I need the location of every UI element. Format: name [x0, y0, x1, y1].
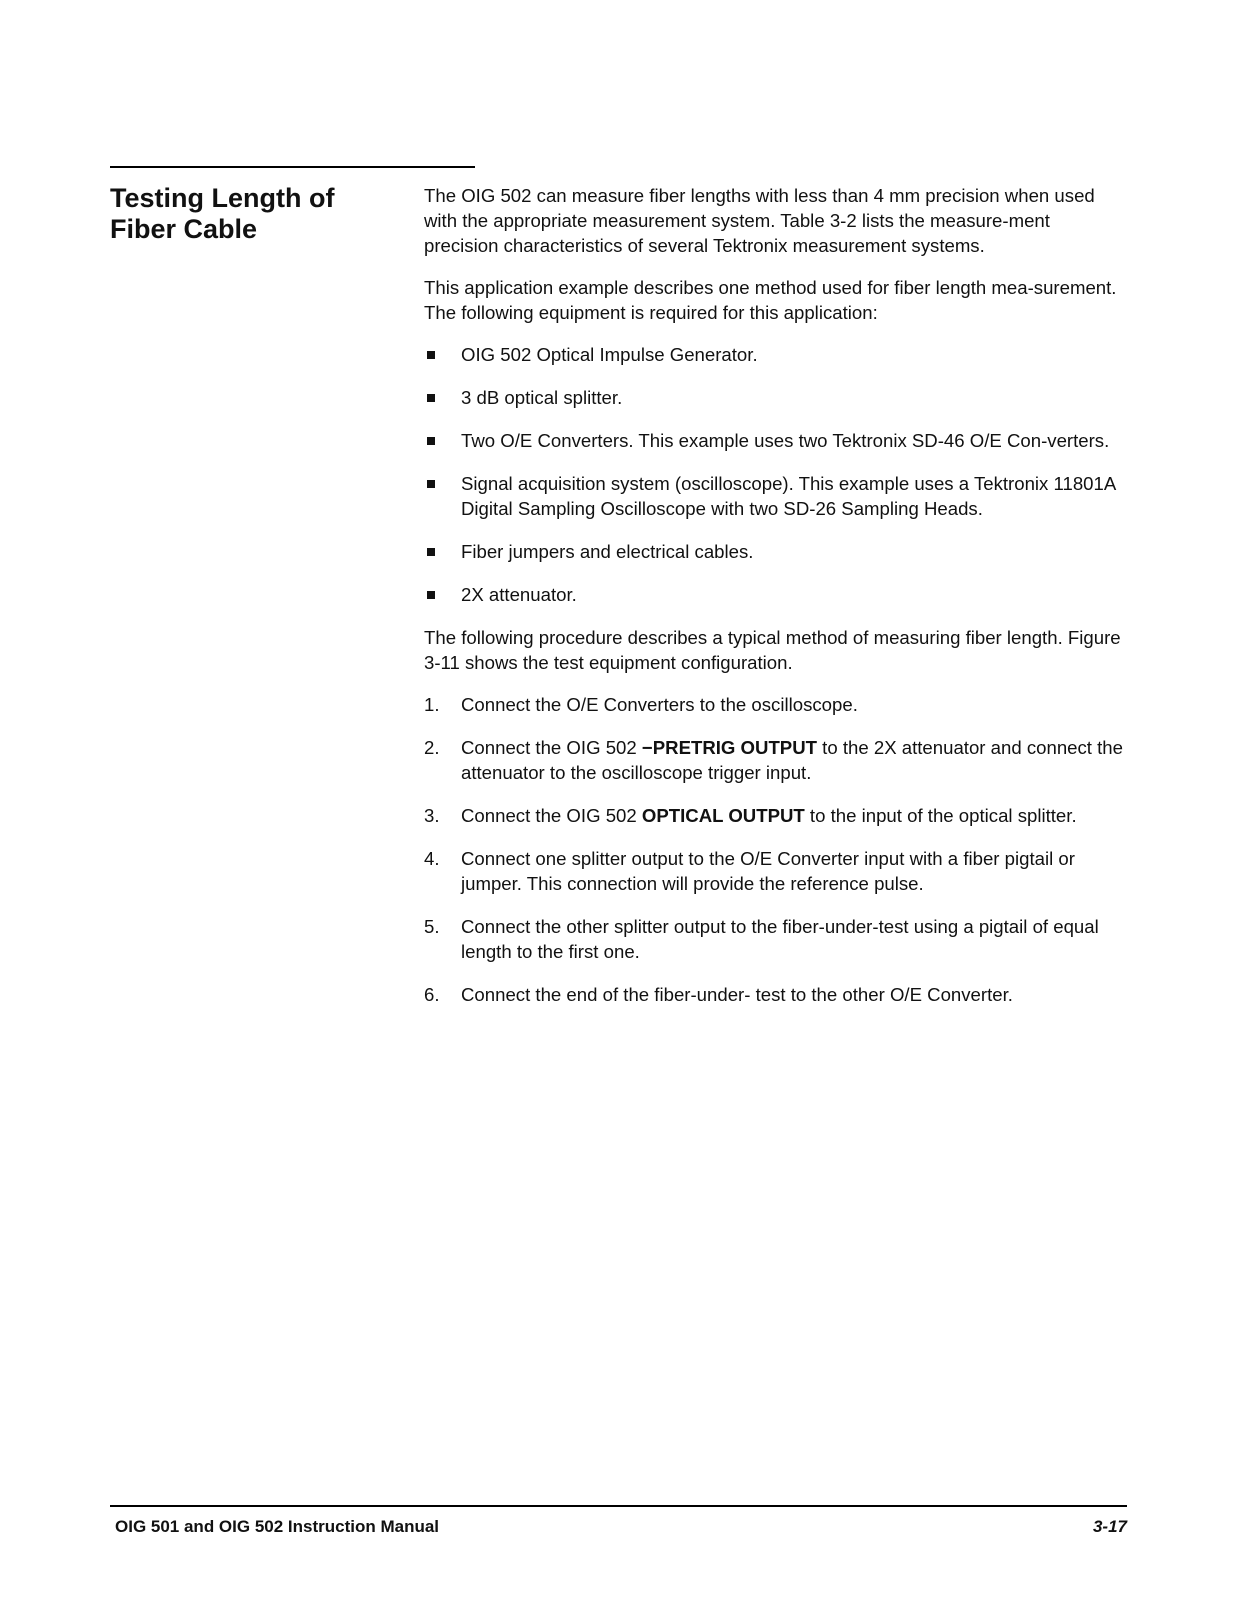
footer-rule	[110, 1505, 1127, 1507]
connector-label-pretrig-output: −PRETRIG OUTPUT	[641, 737, 817, 758]
equipment-item-text: Fiber jumpers and electrical cables.	[461, 541, 754, 562]
procedure-step	[424, 914, 1124, 964]
equipment-intro-paragraph: This application example describes one method used for fiber length mea-surement. The following equipment is required for this application:	[424, 277, 1117, 323]
step-text-before: Connect the OIG 502	[461, 737, 642, 758]
heading-rule	[110, 166, 475, 168]
step-number: 2.	[424, 737, 440, 758]
step-text: Connect the other splitter output to the fiber-under-test using a pigtail of equal length to the first one.	[461, 916, 1099, 962]
step-number: 6.	[424, 984, 440, 1005]
equipment-item-text: Two O/E Converters. This example uses two Tektronix SD-46 O/E Con-verters.	[461, 430, 1110, 451]
equipment-list	[424, 342, 1124, 607]
step-text: Connect one splitter output to the O/E Converter input with a fiber pigtail or jumper. This connection will provide the reference pulse.	[461, 848, 1075, 894]
step-text-before: Connect the OIG 502	[461, 805, 642, 826]
procedure-step	[424, 692, 1124, 717]
square-bullet-icon	[427, 351, 435, 359]
intro-paragraph: The OIG 502 can measure fiber lengths with less than 4 mm precision when used with the appropriate measurement system. Table 3-2 lists the measure-ment precision characteristics of several Tektronix measurement systems.	[424, 185, 1095, 256]
step-text: Connect the end of the fiber-under- test to the other O/E Converter.	[461, 984, 1013, 1005]
square-bullet-icon	[427, 437, 435, 445]
equipment-item-text: Signal acquisition system (oscilloscope). This example uses a Tektronix 11801A Digital Sampling Oscilloscope with two SD-26 Sampling Heads.	[461, 473, 1116, 519]
step-number: 1.	[424, 694, 440, 715]
connector-label-optical-output: OPTICAL OUTPUT	[641, 805, 805, 826]
equipment-item	[424, 342, 1124, 367]
square-bullet-icon	[427, 394, 435, 402]
procedure-step	[424, 735, 1124, 785]
section-title-line-2: Fiber Cable	[110, 214, 258, 244]
procedure-step	[424, 982, 1124, 1007]
page-number: 3-17	[1092, 1517, 1127, 1536]
square-bullet-icon	[427, 480, 435, 488]
equipment-item-text: OIG 502 Optical Impulse Generator.	[461, 344, 758, 365]
equipment-item	[424, 539, 1124, 564]
section-title	[110, 183, 410, 245]
equipment-item	[424, 428, 1124, 453]
square-bullet-icon	[427, 548, 435, 556]
step-number: 3.	[424, 805, 440, 826]
square-bullet-icon	[427, 591, 435, 599]
step-number: 5.	[424, 916, 440, 937]
step-number: 4.	[424, 848, 440, 869]
procedure-step	[424, 846, 1124, 896]
equipment-item	[424, 385, 1124, 410]
equipment-item	[424, 471, 1124, 521]
section-title-line-1: Testing Length of	[110, 183, 335, 213]
procedure-intro-paragraph: The following procedure describes a typical method of measuring fiber length. Figure 3-11 shows the test equipment configuration.	[424, 627, 1121, 673]
step-text-after: to the input of the optical splitter.	[804, 805, 1077, 826]
equipment-item-text: 2X attenuator.	[461, 584, 577, 605]
procedure-step	[424, 803, 1124, 828]
body-content	[424, 183, 1124, 1025]
equipment-item	[424, 582, 1124, 607]
procedure-steps	[424, 692, 1124, 1007]
manual-title: OIG 501 and OIG 502 Instruction Manual	[115, 1517, 440, 1536]
step-text-after: to the 2X attenuator and connect the attenuator to the oscilloscope trigger input.	[461, 737, 1123, 783]
step-text: Connect the O/E Converters to the oscilloscope.	[461, 694, 858, 715]
equipment-item-text: 3 dB optical splitter.	[461, 387, 623, 408]
